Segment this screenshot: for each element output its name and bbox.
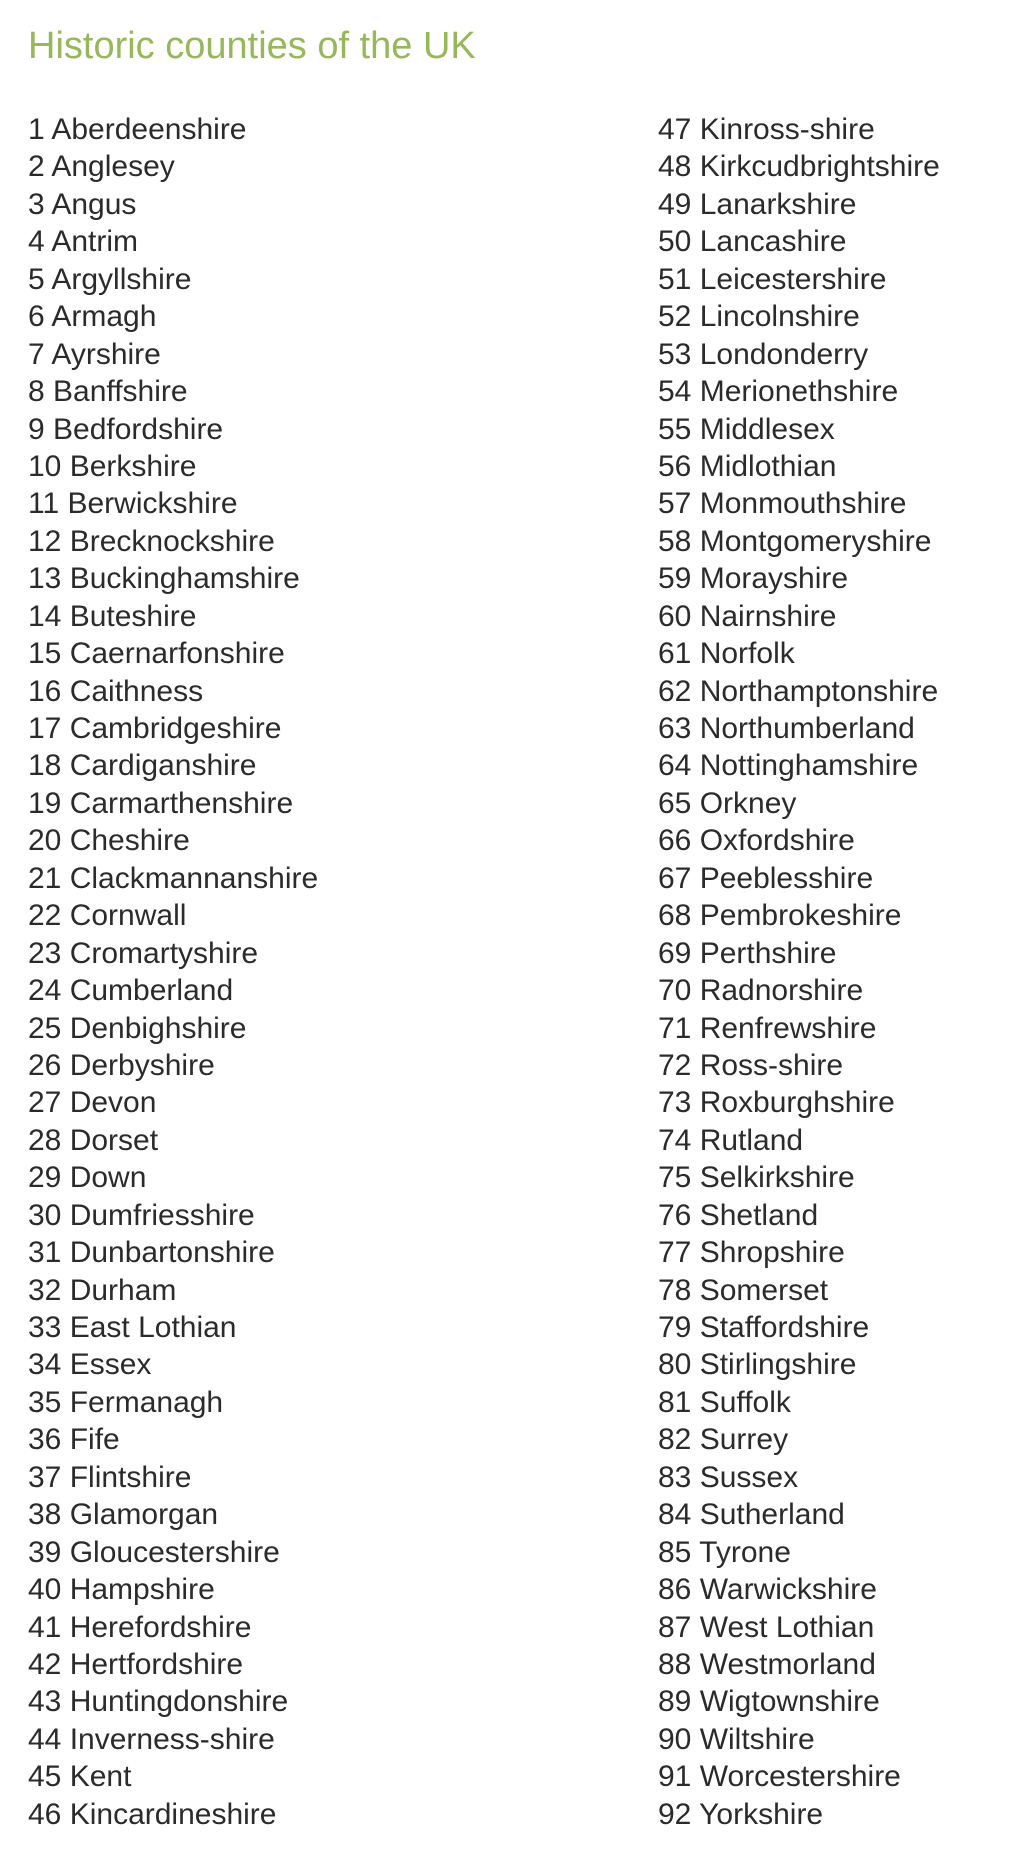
county-item: 46 Kincardineshire (28, 1797, 277, 1831)
county-item: 83 Sussex (658, 1460, 799, 1494)
county-item: 36 Fife (28, 1423, 120, 1457)
county-item: 72 Ross-shire (658, 1048, 844, 1082)
county-item: 75 Selkirkshire (658, 1161, 855, 1195)
county-list-right (658, 111, 940, 1833)
county-item: 70 Radnorshire (658, 974, 864, 1008)
county-item: 32 Durham (28, 1273, 177, 1307)
county-item: 28 Dorset (28, 1123, 159, 1157)
county-item: 34 Essex (28, 1348, 152, 1382)
county-item: 63 Northumberland (658, 712, 915, 745)
county-item: 86 Warwickshire (658, 1573, 877, 1607)
county-item: 56 Midlothian (658, 449, 837, 483)
county-item: 90 Wiltshire (658, 1722, 815, 1756)
county-item: 3 Angus (28, 187, 137, 221)
county-item: 85 Tyrone (658, 1535, 791, 1569)
county-item: 66 Oxfordshire (658, 824, 855, 858)
county-item: 69 Perthshire (658, 936, 837, 970)
county-item: 31 Dunbartonshire (28, 1236, 275, 1270)
county-item: 59 Morayshire (658, 562, 849, 596)
county-item: 11 Berwickshire (28, 487, 238, 521)
county-item: 92 Yorkshire (658, 1797, 824, 1831)
county-item: 30 Dumfriesshire (28, 1198, 255, 1232)
county-list-left (28, 111, 318, 1833)
county-item: 24 Cumberland (28, 974, 234, 1008)
county-item: 67 Peeblesshire (658, 861, 874, 895)
county-item: 19 Carmarthenshire (28, 786, 294, 820)
county-item: 44 Inverness-shire (28, 1722, 275, 1756)
county-item: 22 Cornwall (28, 899, 187, 933)
county-item: 5 Argyllshire (28, 262, 192, 296)
county-item: 39 Gloucestershire (28, 1535, 280, 1569)
county-item: 23 Cromartyshire (28, 936, 259, 970)
county-item: 45 Kent (28, 1760, 132, 1794)
county-item: 6 Armagh (28, 300, 157, 334)
county-item: 47 Kinross-shire (658, 113, 875, 146)
county-item: 76 Shetland (658, 1198, 819, 1232)
county-item: 49 Lanarkshire (658, 187, 857, 221)
county-item: 68 Pembrokeshire (658, 899, 902, 933)
county-item: 60 Nairnshire (658, 599, 837, 633)
county-item: 89 Wigtownshire (658, 1685, 880, 1719)
county-item: 52 Lincolnshire (658, 300, 860, 334)
county-item: 13 Buckinghamshire (28, 562, 300, 596)
county-item: 9 Bedfordshire (28, 412, 224, 446)
county-item: 20 Cheshire (28, 824, 190, 858)
county-item: 29 Down (28, 1161, 147, 1195)
county-item: 35 Fermanagh (28, 1385, 224, 1419)
county-item: 64 Nottinghamshire (658, 749, 919, 783)
county-item: 50 Lancashire (658, 225, 847, 259)
county-item: 38 Glamorgan (28, 1498, 219, 1532)
county-item: 84 Sutherland (658, 1498, 845, 1532)
county-item: 33 East Lothian (28, 1311, 237, 1344)
county-item: 58 Montgomeryshire (658, 524, 932, 558)
county-item: 55 Middlesex (658, 412, 835, 446)
county-item: 80 Stirlingshire (658, 1348, 857, 1382)
county-item: 1 Aberdeenshire (28, 113, 247, 146)
county-item: 73 Roxburghshire (658, 1086, 895, 1120)
county-item: 7 Ayrshire (28, 337, 161, 371)
county-item: 12 Brecknockshire (28, 524, 275, 558)
county-item: 57 Monmouthshire (658, 487, 907, 521)
county-item: 61 Norfolk (658, 637, 795, 671)
county-item: 81 Suffolk (658, 1385, 791, 1419)
county-item: 77 Shropshire (658, 1236, 845, 1270)
county-item: 2 Anglesey (28, 150, 175, 184)
county-item: 25 Denbighshire (28, 1011, 247, 1045)
county-item: 71 Renfrewshire (658, 1011, 877, 1045)
county-item: 10 Berkshire (28, 449, 197, 483)
county-item: 4 Antrim (28, 225, 139, 259)
county-item: 79 Staffordshire (658, 1311, 870, 1344)
county-item: 42 Hertfordshire (28, 1647, 244, 1681)
county-item: 15 Caernarfonshire (28, 637, 285, 671)
county-item: 48 Kirkcudbrightshire (658, 150, 940, 184)
county-item: 40 Hampshire (28, 1573, 215, 1607)
county-item: 8 Banffshire (28, 375, 188, 409)
county-item: 78 Somerset (658, 1273, 829, 1307)
page-title: Historic counties of the UK (28, 25, 476, 67)
county-item: 14 Buteshire (28, 599, 197, 633)
county-item: 43 Huntingdonshire (28, 1685, 289, 1719)
county-item: 17 Cambridgeshire (28, 712, 282, 745)
county-item: 16 Caithness (28, 674, 204, 708)
county-item: 91 Worcestershire (658, 1760, 901, 1794)
county-item: 53 Londonderry (658, 337, 869, 371)
county-item: 21 Clackmannanshire (28, 861, 319, 895)
county-item: 62 Northamptonshire (658, 674, 939, 708)
county-item: 74 Rutland (658, 1123, 804, 1157)
county-item: 18 Cardiganshire (28, 749, 257, 783)
county-item: 54 Merionethshire (658, 375, 899, 409)
county-item: 26 Derbyshire (28, 1048, 215, 1082)
county-item: 87 West Lothian (658, 1610, 875, 1644)
county-item: 37 Flintshire (28, 1460, 192, 1494)
county-item: 88 Westmorland (658, 1647, 876, 1681)
county-item: 41 Herefordshire (28, 1610, 252, 1644)
county-item: 27 Devon (28, 1086, 157, 1120)
county-item: 65 Orkney (658, 786, 797, 820)
county-item: 82 Surrey (658, 1423, 789, 1457)
county-item: 51 Leicestershire (658, 262, 887, 296)
